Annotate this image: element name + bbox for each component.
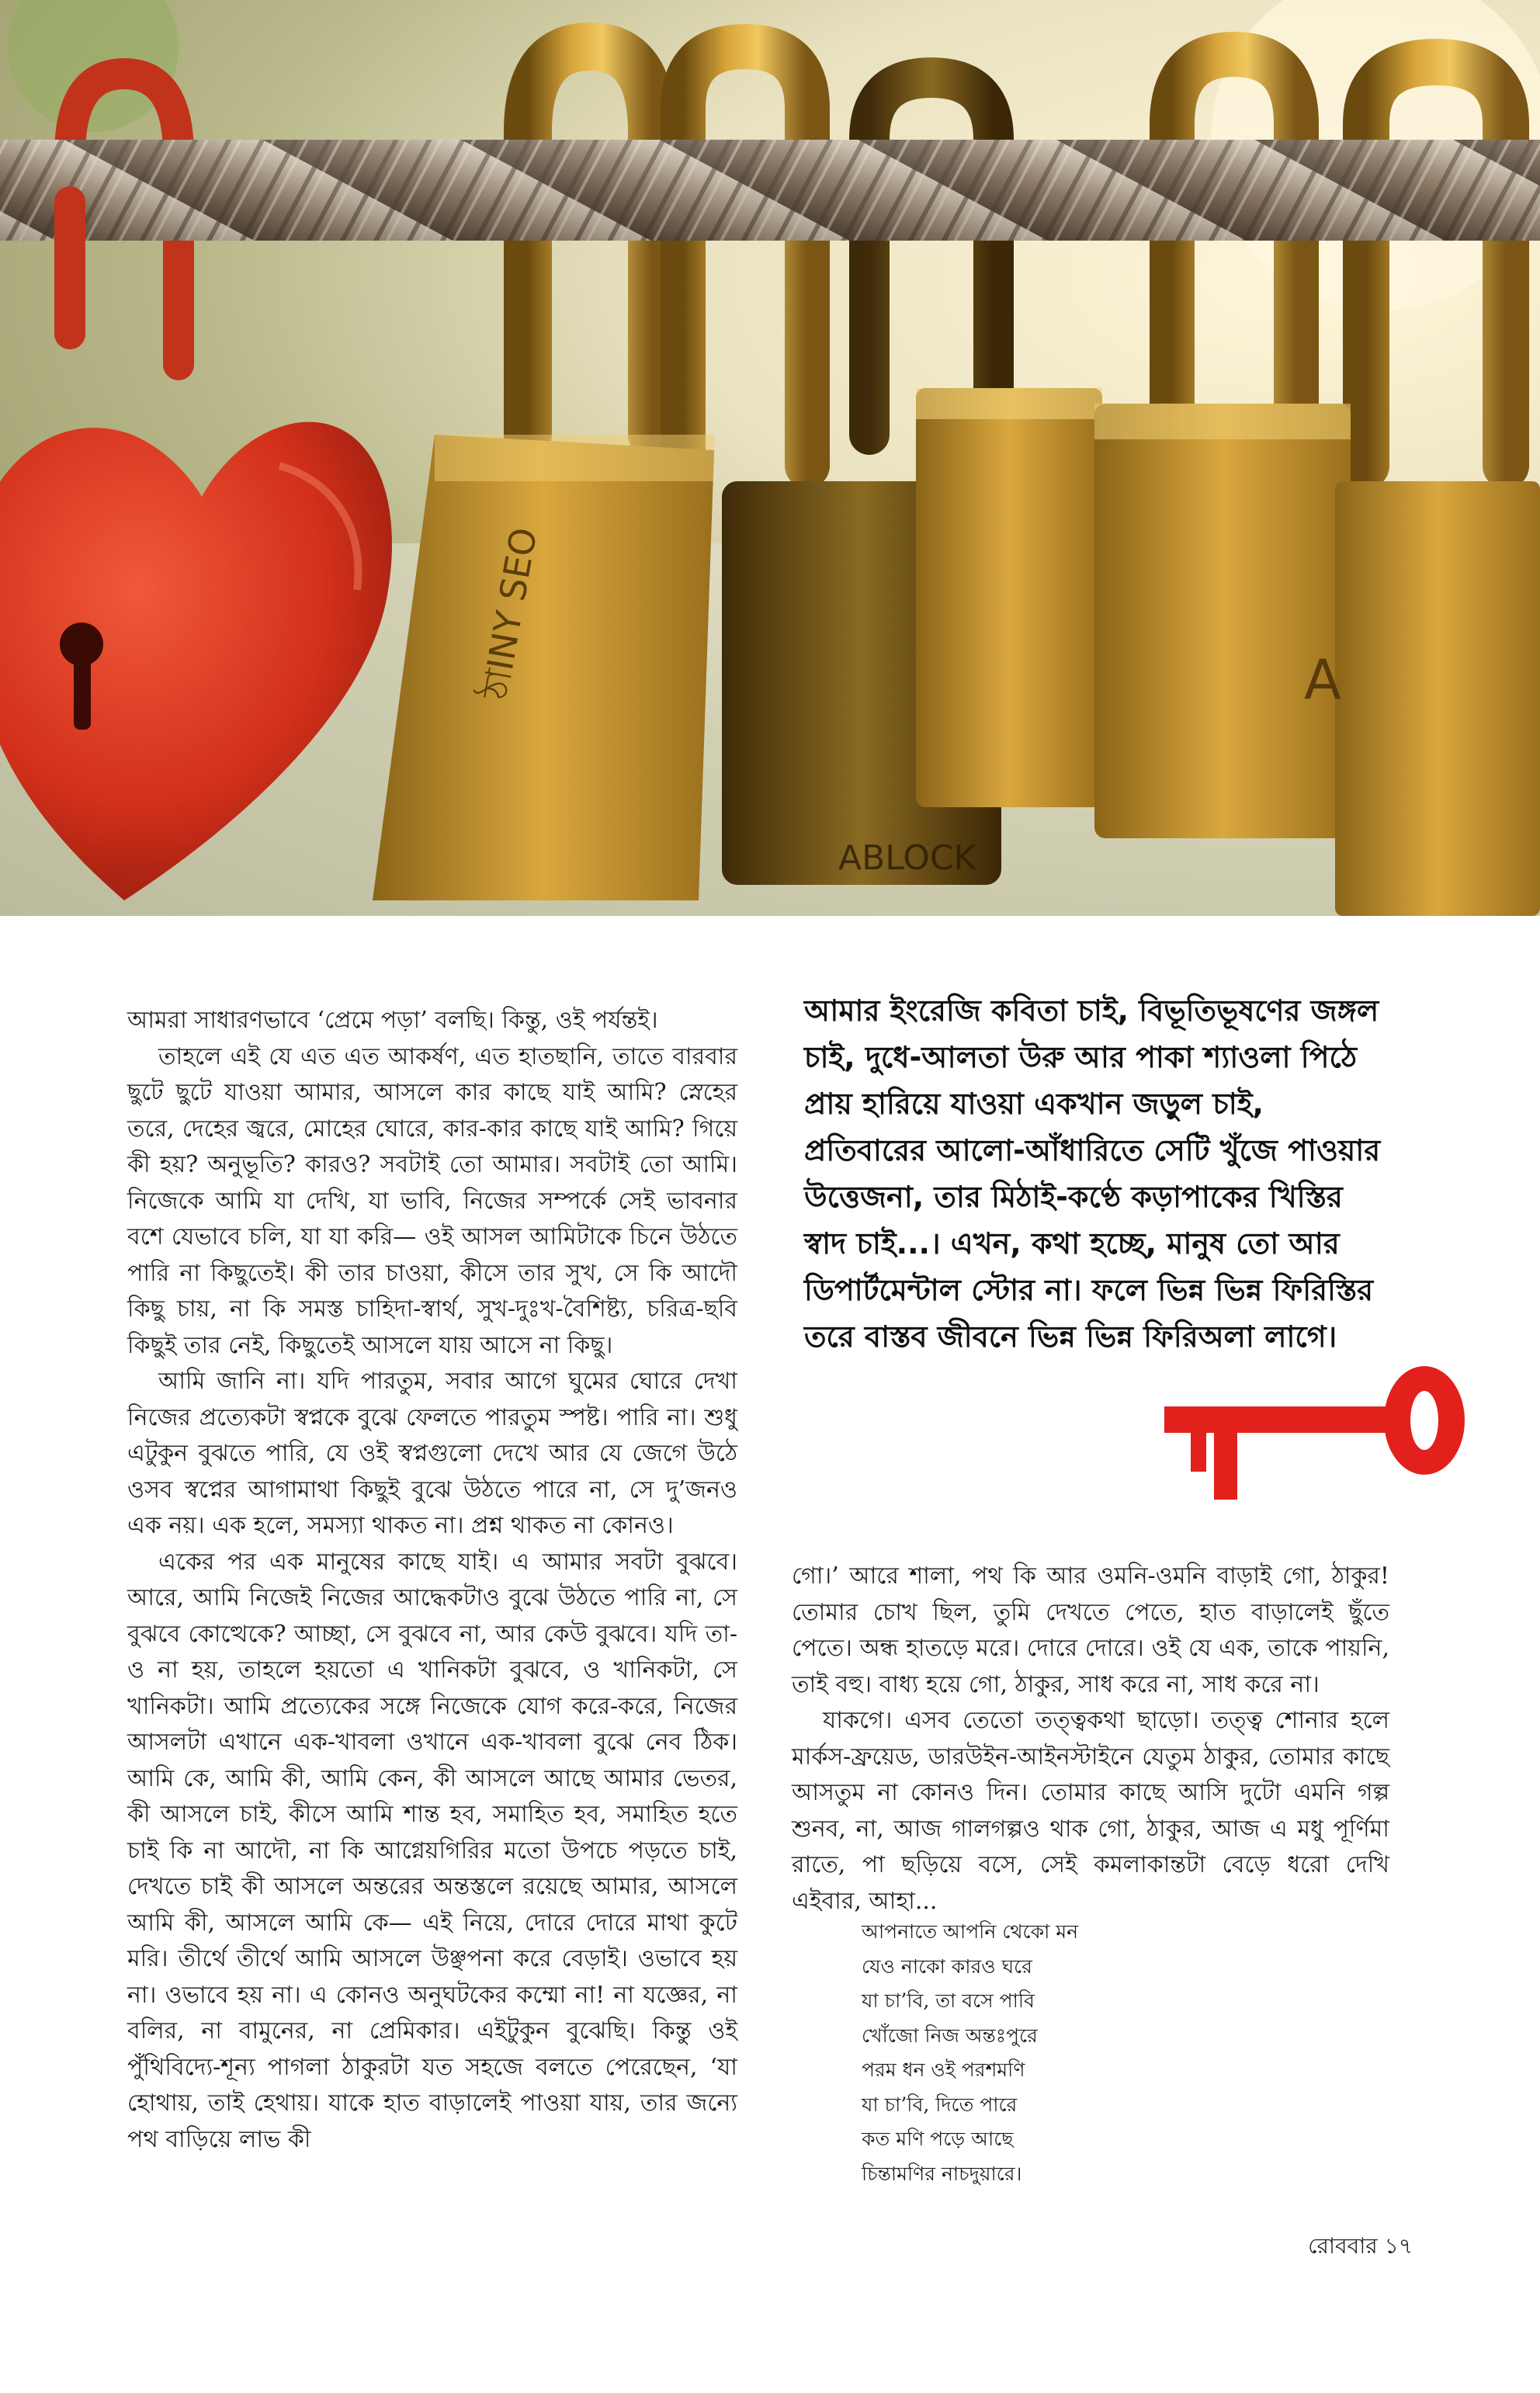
paragraph: গো।’ আরে শালা, পথ কি আর ওমনি-ওমনি বাড়াই গো, ঠাকুর! তোমার চোখ ছিল, তুমি দেখতে পেতে, হাত বাড়ালেই ছুঁতে পেতে। অন্ধ হাতড়ে মরে। দোরে দোরে। ওই যে এক, তাকে পায়নি, তাই বহু। বাধ্য হয়ে গো, ঠাকুর, সাধ করে না, সাধ করে না। — [792, 1562, 1389, 1698]
hero-photo — [0, 0, 1540, 916]
lock-engraving-2: ABLOCK — [838, 838, 976, 878]
pull-quote: আমার ইংরেজি কবিতা চাই, বিভূতিভূষণের জঙ্গল চাই, দুধে-আলতা উরু আর পাকা শ্যাওলা পিঠে প্রায় হারিয়ে যাওয়া একখান জড়ুল চাই, প্রতিবারের আলো-আঁধারিতে সেটি খুঁজে পাওয়ার উত্তেজনা, তার মিঠাই-কণ্ঠে কড়াপাকের খিস্তির স্বাদ চাই...। এখন, কথা হচ্ছে, মানুষ তো আর ডিপার্টমেন্টাল স্টোর না। ফলে ভিন্ন ভিন্ন ফিরিস্তির তরে বাস্তব জীবনে ভিন্ন ভিন্ন ফিরিঅলা লাগে। — [804, 994, 1381, 1354]
article-right-column — [792, 1559, 1389, 1920]
poem-line: কত মণি পড়ে আছে — [862, 2128, 1014, 2150]
poem-line: যেও নাকো কারও ঘরে — [862, 1954, 1032, 1978]
padlocks-illustration — [0, 0, 1540, 916]
poem-line: যা চা’বি, দিতে পারে — [862, 2093, 1018, 2116]
poem-line: খোঁজো নিজ অন্তঃপুরে — [862, 2024, 1038, 2047]
paragraph: একের পর এক মানুষের কাছে যাই। এ আমার সবটা বুঝবে। আরে, আমি নিজেই নিজের আদ্ধেকটাও বুঝে উঠতে পারি না, সে বুঝবে কোত্থেকে? আচ্ছা, সে বুঝবে না, আর কেউ বুঝবে। যদি তা-ও না হয়, তাহলে হয়তো এ খানিকটা বুঝবে, ও খানিকটা, সে খানিকটা। আমি প্রত্যেকের সঙ্গে নিজেকে যোগ করে-করে, নিজের আসলটা এখানে এক-খাবলা ওখানে এক-খাবলা বুঝে নেব ঠিক। আমি কে, আমি কী, আমি কেন, কী আসলে আছে আমার ভেতর, কী আসলে চাই, কীসে আমি শান্ত হব, সমাহিত হব, সমাহিত হতে চাই কি না আদৌ, না কি আগ্নেয়গিরির মতো উপচে পড়তে চাই, দেখতে চাই কী আসলে অন্তরের অন্তস্তলে রয়েছে আমার, আসলে আমি কী, আসলে আমি কে— এই নিয়ে, দোরে দোরে মাথা কুটে মরি। তীর্থে তীর্থে আমি আসলে উঞ্ছপনা করে বেড়াই। ওভাবে হয় না। ওভাবে হয় না। এ কোনও অনুঘটকের কম্মো না! না যজ্ঞের, না বলির, না বামুনের, না প্রেমিকার। এইটুকুন বুঝেছি। কিন্তু ওই পুঁথিবিদ্যে-শূন্য পাগলা ঠাকুরটা যত সহজে বলতে পেরেছেন, ‘যা হোথায়, তাই হেথায়। যাকে হাত বাড়ালেই পাওয়া যায়, তার জন্যে পথ বাড়িয়ে লাভ কী — [127, 1548, 737, 2153]
poem-verse — [862, 1915, 1296, 2191]
article-left-column — [127, 1003, 737, 2158]
page-number: রোববার ১৭ — [1308, 2233, 1413, 2259]
poem-line: চিন্তামণির নাচদুয়ারে। — [862, 2162, 1022, 2185]
poem-line: আপনাতে আপনি থেকো মন — [862, 1920, 1079, 1943]
paragraph: যাকগে। এসব তেতো তত্ত্বকথা ছাড়ো। তত্ত্ব শোনার হলে মার্কস-ফ্রয়েড, ডারউইন-আইনস্টাইনে যেতুম ঠাকুর, তোমার কাছে আসতুম না কোনও দিন। তোমার কাছে আসি দুটো এমনি গল্প শুনব, না, আজ গালগল্পও থাক গো, ঠাকুর, আজ এ মধু পূর্ণিমা রাতে, পা ছড়িয়ে বসে, সেই কমলাকান্তটা বেড়ে ধরো দেখি এইবার, আহা... — [792, 1707, 1389, 1915]
lock-engraving-1: ঠাINY SEO — [473, 524, 546, 702]
paragraph: আমরা সাধারণভাবে ‘প্রেমে পড়া’ বলছি। কিন্তু, ওই পর্যন্তই। — [127, 1007, 658, 1034]
poem-line: পরম ধন ওই পরশমণি — [862, 2058, 1025, 2081]
key-icon — [1164, 1366, 1475, 1521]
poem-line: যা চা’বি, তা বসে পাবি — [862, 1989, 1035, 2012]
paragraph: তাহলে এই যে এত এত আকর্ষণ, এত হাতছানি, তাতে বারবার ছুটে ছুটে যাওয়া আমার, আসলে কার কাছে যাই আমি? স্নেহের তরে, দেহের জ্বরে, মোহের ঘোরে, কার-কার কাছে যাই আমি? গিয়ে কী হয়? অনুভূতি? কারও? সবটাই তো আমার। সবটাই তো আমি। নিজেকে আমি যা দেখি, যা ভাবি, নিজের সম্পর্কে সেই ভাবনার বশে যেভাবে চলি, যা যা করি— ওই আসল আমিটাকে চিনে উঠতে পারি না কিছুতেই। কী তার চাওয়া, কীসে তার সুখ, সে কি আদৌ কিছু চায়, না কি সমস্ত চাহিদা-স্বার্থ, সুখ-দুঃখ-বৈশিষ্ট্য, চরিত্র-ছবি কিছুই তার নেই, কিছুতেই আসলে যায় আসে না কিছু। — [127, 1042, 737, 1359]
paragraph: আমি জানি না। যদি পারতুম, সবার আগে ঘুমের ঘোরে দেখা নিজের প্রত্যেকটা স্বপ্নকে বুঝে ফেলতে পারতুম স্পষ্ট। পারি না। শুধু এটুকুন বুঝতে পারি, যে ওই স্বপ্নগুলো দেখে আর যে জেগে উঠে ওসব স্বপ্নের আগামাথা কিছুই বুঝে উঠতে পারে না, সে দু’জনও এক নয়। এক হলে, সমস্যা থাকত না। প্রশ্ন থাকত না কোনও। — [127, 1368, 737, 1539]
lock-engraving-3: A — [1304, 648, 1341, 712]
